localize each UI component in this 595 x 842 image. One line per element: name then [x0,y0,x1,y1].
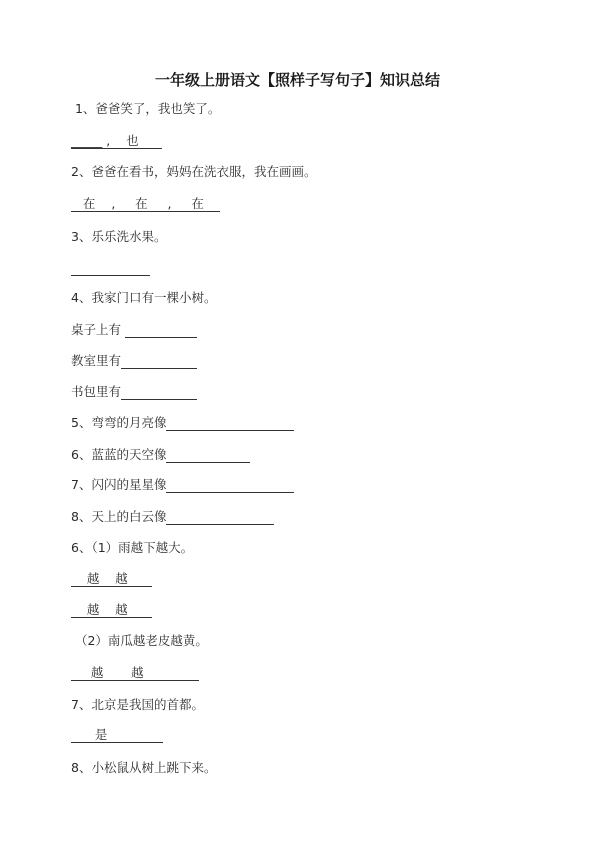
line-text: 4、我家门口有一棵小树。 [71,290,217,305]
line-text: 1、爸爸笑了，我也笑了。 [71,101,221,116]
answer-line [71,133,162,149]
line-text: 8、小松鼠从树上跳下来。 [71,760,217,775]
worksheet-line [71,540,193,556]
fill-in-blank: 越 越 [71,665,200,680]
answer-line [71,602,152,618]
worksheet-line [71,229,166,245]
line-text: 6、（1）雨越下越大。 [71,540,194,555]
fill-in-blank: 在 , 在 , 在 [71,196,220,211]
worksheet-line [71,353,197,369]
fill-in-blank [71,261,150,276]
worksheet-line [71,760,216,776]
line-text: 3、乐乐洗水果。 [71,229,167,244]
worksheet-line [71,415,294,431]
fill-in-blank [121,354,197,369]
line-text: 教室里有 [71,353,122,368]
line-text: 6、蓝蓝的天空像 [71,447,167,462]
fill-in-blank: 越 越 [71,571,152,586]
page-title: 一年级上册语文【照样子写句子】知识总结 [154,71,440,89]
fill-in-blank [166,416,293,431]
worksheet-line [71,290,216,306]
worksheet-line [71,322,197,338]
worksheet-line [71,101,220,117]
answer-line [71,727,163,743]
fill-in-blank [166,448,249,463]
answer-line [71,196,220,212]
line-text: 8、天上的白云像 [71,509,167,524]
worksheet-line [71,477,294,493]
line-text: （2）南瓜越老皮越黄。 [71,633,208,648]
line-text: 桌子上有 [71,322,125,337]
fill-in-blank: 是 [71,727,163,742]
worksheet-line [71,697,204,713]
worksheet-line [71,164,316,180]
line-text: 书包里有 [71,384,122,399]
answer-line [71,571,152,587]
worksheet-line [71,633,208,649]
line-text: 5、弯弯的月亮像 [71,415,167,430]
fill-in-blank [166,510,273,525]
fill-in-blank [166,478,293,493]
fill-in-blank: _____ , 也 [71,133,163,148]
fill-in-blank [121,385,197,400]
answer-line [71,260,150,276]
fill-in-blank: 越 越 [71,602,152,617]
answer-line [71,665,199,681]
worksheet-line [71,447,250,463]
fill-in-blank [125,323,197,338]
worksheet-line [71,384,197,400]
worksheet-line [71,509,274,525]
line-text: 2、爸爸在看书，妈妈在洗衣服，我在画画。 [71,164,317,179]
line-text: 7、闪闪的星星像 [71,477,167,492]
line-text: 7、北京是我国的首都。 [71,697,204,712]
